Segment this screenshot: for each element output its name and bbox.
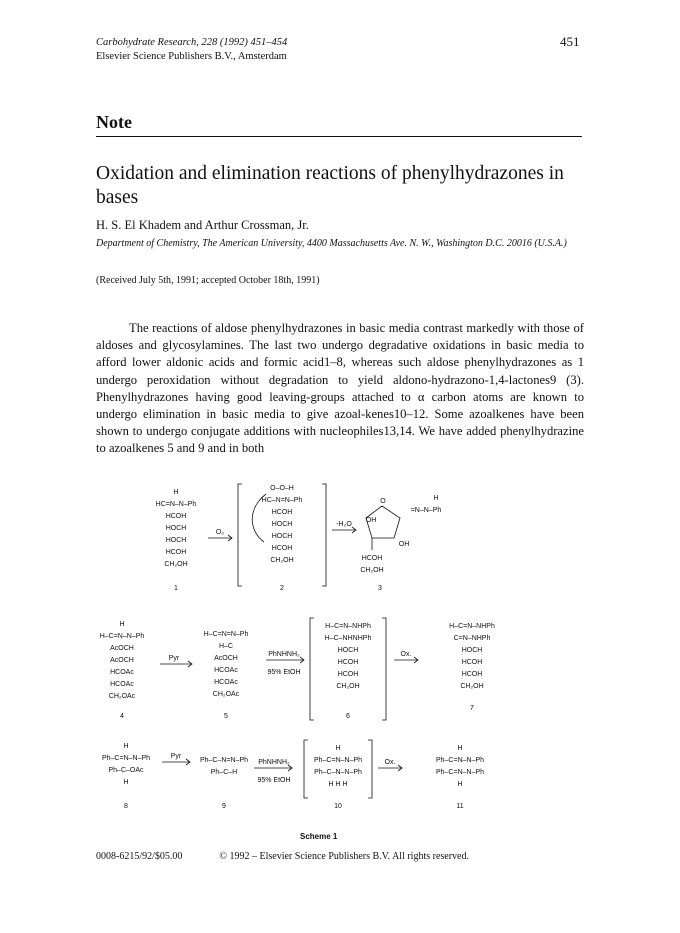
- affiliation: Department of Chemistry, The American University, 4400 Massachusetts Ave. N. W., Washington D.C. 20016 (U.S.A.): [96, 238, 567, 249]
- compound-2-line: CH₂OH: [270, 557, 294, 564]
- compound-number: 5: [224, 713, 228, 720]
- compound-9-line: Ph–C–H: [210, 769, 238, 776]
- compound-1-line: HC=N–N–Ph: [155, 501, 197, 508]
- compound-6-line: HCOH: [337, 659, 359, 666]
- compound-2-line: O–O–H: [270, 485, 294, 492]
- compound-number: 9: [222, 803, 226, 810]
- reagent-label: PhNHNH₂: [258, 759, 290, 766]
- compound-8-line: H: [123, 743, 129, 750]
- compound-5-line: AcOCH: [214, 655, 238, 662]
- compound-1-line: HCOH: [165, 513, 187, 520]
- compound-4-line: HCOAc: [110, 681, 134, 688]
- compound-number: 8: [124, 803, 128, 810]
- compound-6-line: HCOH: [337, 671, 359, 678]
- compound-5-line: HCOAc: [214, 667, 238, 674]
- compound-4-line: H–C=N–N–Ph: [99, 633, 145, 640]
- compound-10-line: Ph–C–N–N–Ph: [314, 769, 362, 776]
- body-paragraph: The reactions of aldose phenylhydrazones in basic media contrast markedly with those of aldoses and glycosylamines. The last two undergo degradative oxidations in basic media to afford lower aldonic acids and formic acid1–8, whereas such aldose phenylhydrazones as 1 undergo peroxidation without degradation to yield aldono-hydrazono-1,4-lactones9 (3). Phenylhydrazones having good leaving-groups attached to α carbon atoms are known to undergo elimination in basic media to give azoal-kenes10–12. Some azoalkenes have been shown to undergo conjugate additions with nucleophiles13,14. We have added phenylhydrazine to azoalkenes 5 and 9 and in both: [96, 321, 584, 456]
- compound-11-line: Ph–C=N–N–Ph: [435, 769, 485, 776]
- compound-2-line: HCOH: [271, 545, 293, 552]
- compound-4-line: AcOCH: [110, 657, 134, 664]
- compound-1-line: HOCH: [165, 525, 187, 532]
- compound-3-line: H: [433, 495, 439, 502]
- reaction-scheme: [96, 478, 586, 828]
- compound-8-line: Ph–C=N–N–Ph: [101, 755, 151, 762]
- compound-6-line: H–C–NHNHPh: [324, 635, 372, 642]
- body-text: [96, 320, 584, 458]
- scheme-labels: [100, 485, 495, 810]
- reagent-label: Pyr: [168, 655, 180, 662]
- compound-number: 4: [120, 713, 124, 720]
- compound-number: 3: [378, 585, 382, 592]
- publisher-line: Elsevier Science Publishers B.V., Amsterdam: [96, 51, 287, 62]
- compound-number: 10: [334, 803, 342, 810]
- compound-7-line: C=N–NHPh: [453, 635, 491, 642]
- reagent-label: PhNHNH₂: [268, 651, 300, 658]
- compound-6-line: CH₂OH: [336, 683, 360, 690]
- compound-number: 6: [346, 713, 350, 720]
- compound-4-line: AcOCH: [110, 645, 134, 652]
- compound-number: 7: [470, 705, 474, 712]
- reagent-label: O₂: [215, 529, 225, 536]
- compound-3-line: O: [380, 498, 386, 505]
- compound-number: 1: [174, 585, 178, 592]
- compound-3-line: HCOH: [361, 555, 383, 562]
- compound-8-line: Ph–C–OAc: [108, 767, 144, 774]
- compound-8-line: H: [123, 779, 129, 786]
- compound-7-line: HCOH: [461, 671, 483, 678]
- footer-copyright: © 1992 – Elsevier Science Publishers B.V. All rights reserved.: [219, 851, 469, 862]
- reagent-label: 95% EtOH: [257, 777, 291, 784]
- compound-11-line: H: [457, 781, 463, 788]
- compound-7-line: H–C=N–NHPh: [449, 623, 495, 630]
- compound-7-line: CH₂OH: [460, 683, 484, 690]
- reagent-label: Ox.: [384, 759, 396, 766]
- compound-5-line: CH₂OAc: [212, 691, 240, 698]
- compound-7-line: HCOH: [461, 659, 483, 666]
- reagent-label: 95% EtOH: [267, 669, 301, 676]
- compound-2-line: HOCH: [271, 521, 293, 528]
- compound-5-line: H–C: [218, 643, 234, 650]
- compound-11-line: H: [457, 745, 463, 752]
- compound-1-line: CH₂OH: [164, 561, 188, 568]
- footer-code: 0008-6215/92/$05.00: [96, 851, 183, 862]
- journal-citation: Carbohydrate Research, 228 (1992) 451–454: [96, 37, 288, 48]
- compound-5-line: HCOAc: [214, 679, 238, 686]
- journal-header: [96, 36, 287, 64]
- authors: H. S. El Khadem and Arthur Crossman, Jr.: [96, 218, 309, 232]
- compound-6-line: HOCH: [337, 647, 359, 654]
- page-number: 451: [560, 34, 580, 49]
- compound-6-line: H–C=N–NHPh: [325, 623, 371, 630]
- footer: [96, 851, 469, 862]
- heading-rule: [96, 136, 582, 137]
- compound-7-line: HOCH: [461, 647, 483, 654]
- compound-10-line: H H H: [328, 781, 348, 788]
- compound-1-line: HOCH: [165, 537, 187, 544]
- compound-4-line: CH₂OAc: [108, 693, 136, 700]
- compound-4-line: H: [119, 621, 125, 628]
- compound-2-line: HC–N=N–Ph: [261, 497, 303, 504]
- reagent-label: -H₂O: [336, 521, 352, 528]
- compound-3-line: =N–N–Ph: [410, 507, 442, 514]
- compound-3-line: OH: [365, 517, 377, 524]
- received-dates: (Received July 5th, 1991; accepted October 18th, 1991): [96, 275, 320, 286]
- compound-2-line: HOCH: [271, 533, 293, 540]
- compound-10-line: Ph–C=N–N–Ph: [313, 757, 363, 764]
- compound-3-line: OH: [398, 541, 410, 548]
- scheme-label: Scheme 1: [300, 832, 338, 841]
- compound-10-line: H: [335, 745, 341, 752]
- compound-number: 2: [280, 585, 284, 592]
- compound-1-line: H: [173, 489, 179, 496]
- compound-3-line: CH₂OH: [360, 567, 384, 574]
- compound-4-line: HCOAc: [110, 669, 134, 676]
- scheme-lines: [160, 484, 418, 798]
- reagent-label: Ox.: [400, 651, 412, 658]
- compound-number: 11: [456, 803, 464, 810]
- compound-9-line: Ph–C–N=N–Ph: [199, 757, 249, 764]
- compound-2-line: HCOH: [271, 509, 293, 516]
- reagent-label: Pyr: [170, 753, 182, 760]
- compound-5-line: H–C=N=N–Ph: [203, 631, 249, 638]
- article-title: Oxidation and elimination reactions of phenylhydrazones in bases: [96, 163, 564, 208]
- section-heading: Note: [96, 112, 132, 132]
- compound-11-line: Ph–C=N–N–Ph: [435, 757, 485, 764]
- compound-1-line: HCOH: [165, 549, 187, 556]
